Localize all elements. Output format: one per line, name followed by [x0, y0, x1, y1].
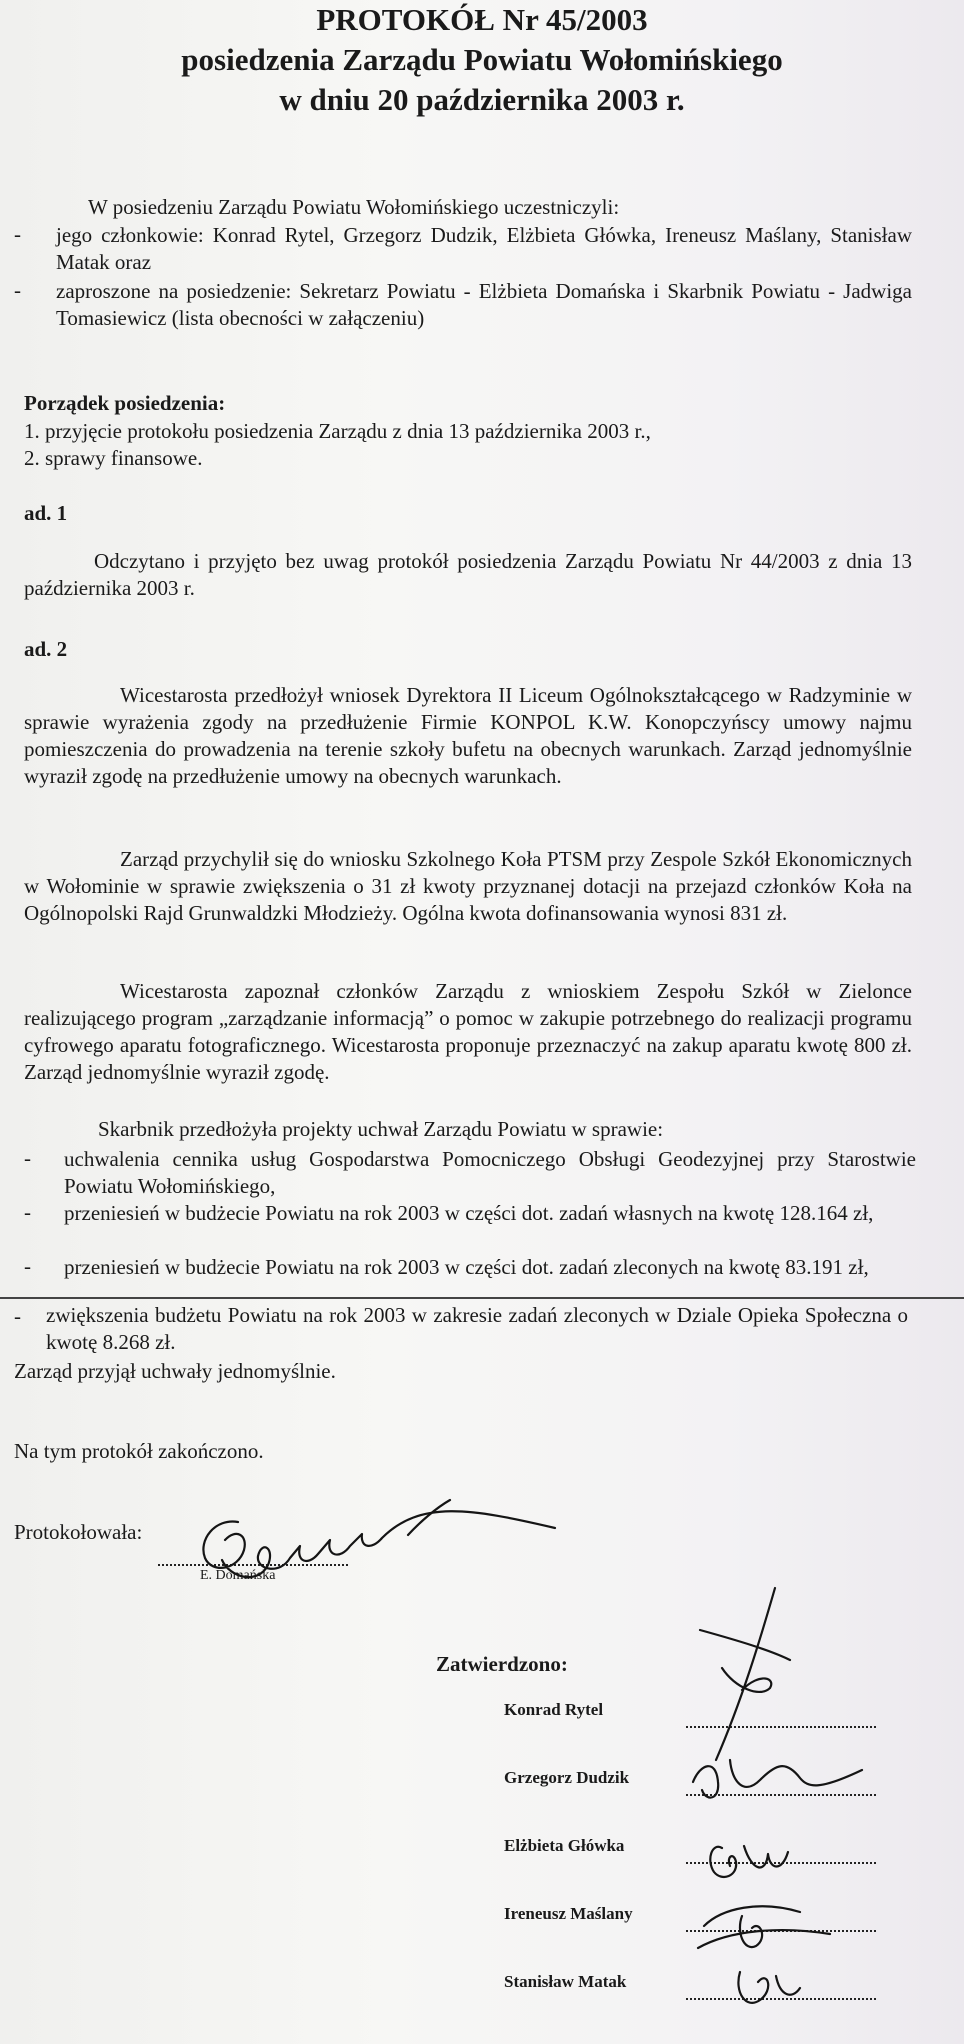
signature-line	[686, 1792, 876, 1796]
resolution-item: przeniesień w budżecie Powiatu na rok 2003 w części dot. zadań zleconych na kwotę 83.191 zł,	[64, 1255, 869, 1279]
ad1-text: Odczytano i przyjęto bez uwag protokół posiedzenia Zarządu Powiatu Nr 44/2003 z dnia 13 października 2003 r.	[24, 549, 912, 600]
protocol-by-name: E. Domańska	[200, 1568, 276, 1583]
protocol-subtitle: posiedzenia Zarządu Powiatu Wołomińskiego	[181, 42, 783, 77]
member-name: Elżbieta Główka	[504, 1836, 625, 1855]
resolution-item: przeniesień w budżecie Powiatu na rok 2003 w części dot. zadań własnych na kwotę 128.164 zł,	[64, 1201, 874, 1225]
ad2-paragraph: Zarząd przychylił się do wniosku Szkolnego Koła PTSM przy Zespole Szkół Ekonomicznych w Wołominie w sprawie zwiększenia o 31 zł kwoty przyznanej dotacji na przejazd członków Koła na Ogólnopolski Rajd Grunwaldzki Młodzieży. Ogólna kwota dofinansowania wynosi 831 zł.	[24, 847, 912, 925]
list-dash: -	[24, 1146, 31, 1170]
agenda-heading: Porządek posiedzenia:	[24, 391, 226, 415]
protocol-title: PROTOKÓŁ Nr 45/2003	[316, 2, 648, 37]
list-dash: -	[14, 1304, 21, 1328]
agenda-item: 2. sprawy finansowe.	[24, 446, 203, 470]
resolutions-conclusion: Zarząd przyjął uchwały jednomyślnie.	[14, 1359, 336, 1383]
list-dash: -	[14, 222, 21, 246]
closing-statement: Na tym protokół zakończono.	[14, 1439, 264, 1463]
approval-label: Zatwierdzono:	[436, 1652, 568, 1676]
list-dash: -	[14, 278, 21, 302]
ad2-heading: ad. 2	[24, 637, 68, 661]
protocol-date: w dniu 20 października 2003 r.	[279, 82, 685, 117]
signature-line	[686, 1928, 876, 1932]
member-name: Grzegorz Dudzik	[504, 1768, 630, 1787]
agenda-item: 1. przyjęcie protokołu posiedzenia Zarządu z dnia 13 października 2003 r.,	[24, 419, 651, 443]
list-dash: -	[24, 1254, 31, 1278]
attendance-intro: W posiedzeniu Zarządu Powiatu Wołomińskiego uczestniczyli:	[88, 195, 620, 219]
list-dash: -	[24, 1200, 31, 1224]
attendance-item: jego członkowie: Konrad Rytel, Grzegorz Dudzik, Elżbieta Główka, Ireneusz Maślany, Stanisław Matak oraz	[56, 223, 912, 274]
signature-line	[686, 1860, 876, 1864]
ad2-resolutions-intro: Skarbnik przedłożyła projekty uchwał Zarządu Powiatu w sprawie:	[98, 1117, 664, 1141]
signature-line	[686, 1996, 876, 2000]
member-name: Konrad Rytel	[504, 1700, 604, 1719]
resolution-item: uchwalenia cennika usług Gospodarstwa Pomocniczego Obsługi Geodezyjnej przy Starostwie Powiatu Wołomińskiego,	[64, 1147, 916, 1198]
ad2-paragraph: Wicestarosta zapoznał członków Zarządu z wnioskiem Zespołu Szkół w Zielonce realizującego program „zarządzanie informacją” o pomoc w zakupie potrzebnego do realizacji programu cyfrowego aparatu fotograficznego. Wicestarosta proponuje przeznaczyć na zakup aparatu kwotę 800 zł. Zarząd jednomyślnie wyraził zgodę.	[24, 979, 912, 1084]
signature-line	[686, 1724, 876, 1728]
scan-edge-line	[0, 1297, 964, 1299]
protocol-by-label: Protokołowała:	[14, 1520, 143, 1544]
ad1-heading: ad. 1	[24, 501, 68, 525]
resolution-item: zwiększenia budżetu Powiatu na rok 2003 w zakresie zadań zleconych w Dziale Opieka Społeczna o kwotę 8.268 zł.	[46, 1303, 908, 1354]
signature-line	[158, 1562, 348, 1566]
member-name: Stanisław Matak	[504, 1972, 627, 1991]
member-name: Ireneusz Maślany	[504, 1904, 633, 1923]
ad2-paragraph: Wicestarosta przedłożył wniosek Dyrektora II Liceum Ogólnokształcącego w Radzyminie w sprawie wyrażenia zgody na przedłużenie Firmie KONPOL K.W. Konopczyńscy umowy najmu pomieszczenia do prowadzenia na terenie szkoły bufetu na obecnych warunkach. Zarząd jednomyślnie wyraził zgodę na przedłużenie umowy na obecnych warunkach.	[24, 683, 912, 788]
attendance-item: zaproszone na posiedzenie: Sekretarz Powiatu - Elżbieta Domańska i Skarbnik Powiatu - Jadwiga Tomasiewicz (lista obecności w załączeniu)	[56, 279, 912, 330]
